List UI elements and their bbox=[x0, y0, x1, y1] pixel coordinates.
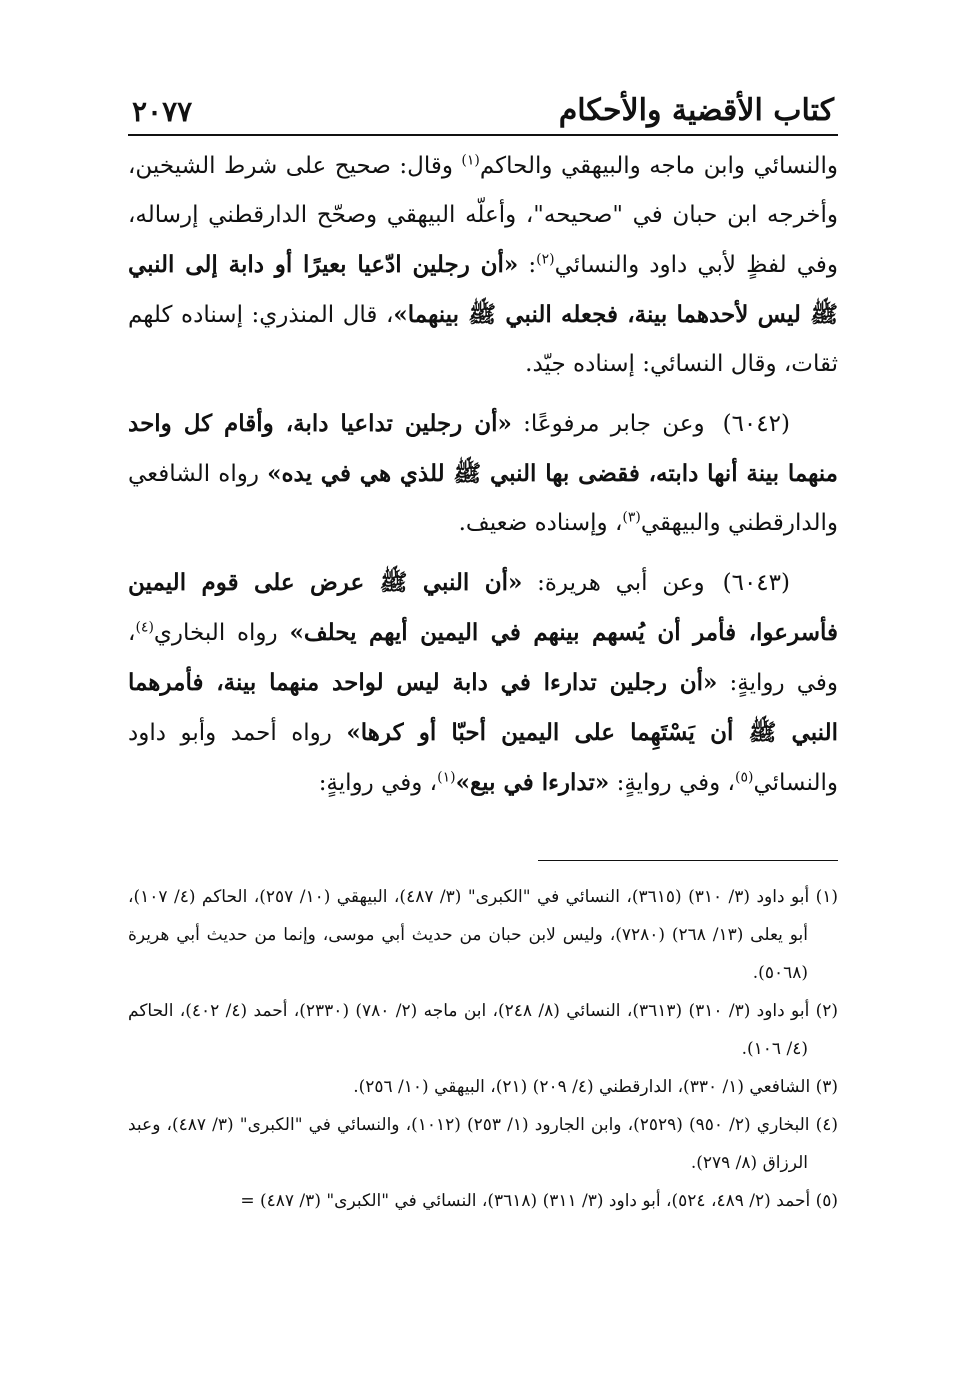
text-segment: رواه أحمد وأبو داود والنسائي bbox=[128, 720, 838, 796]
chapter-title: كتاب الأقضية والأحكام bbox=[558, 93, 834, 128]
quoted-hadith: «أن رجلين ادّعيا بعيرًا أو دابة إلى النبي ﷺ ليس لأحدهما بينة، فجعله النبي ﷺ بينهما» bbox=[128, 251, 838, 328]
footnote-divider bbox=[538, 860, 838, 861]
text-segment: ، قال المنذري: إسناده كلهم ثقات، وقال النسائي: إسناده جيّد. bbox=[128, 302, 838, 377]
hadith-paragraph bbox=[128, 558, 838, 808]
footnote-ref: (١) bbox=[437, 769, 456, 786]
footnote: (٢) أبو داود (٣/ ٣١٠) (٣٦١٣)، النسائي (٨/ ٢٤٨)، ابن ماجه (٢/ ٧٨٠) (٢٣٣٠)، أحمد (٤/ ٤٠٢)، الحاكم (٤/ ١٠٦). bbox=[128, 1001, 839, 1059]
quoted-hadith: «أن النبي ﷺ عرض على قوم اليمين فأسرعوا، فأمر أن يُسهم بينهم في اليمين أيهم يحلف» bbox=[128, 569, 838, 646]
main-text bbox=[128, 142, 838, 808]
footnote: (١) أبو داود (٣/ ٣١٠) (٣٦١٥)، النسائي في "الكبرى" (٣/ ٤٨٧)، البيهقي (١٠/ ٢٥٧)، الحاكم (٤/ ١٠٧)، أبو يعلى (١٣/ ٢٦٨) (٧٢٨٠)، وليس لابن حبان من حديث أبي موسى، وإنما من حديث أبي هريرة (٥٠٦٨). bbox=[128, 887, 839, 983]
hadith-number: (٦٠٤٢) bbox=[722, 411, 790, 437]
quoted-hadith: «تدارءا في بيع» bbox=[455, 769, 610, 796]
text-segment: : bbox=[518, 252, 537, 278]
footnote: (٤) البخاري (٢/ ٩٥٠) (٢٥٢٩)، وابن الجارود (١/ ٢٥٣) (١٠١٢)، والنسائي في "الكبرى" (٣/ ٤٨٧)، وعبد الرزاق (٨/ ٢٧٩). bbox=[128, 1115, 839, 1173]
footnote-ref: (١) bbox=[461, 152, 480, 169]
text-paragraph bbox=[128, 142, 838, 389]
text-segment: والنسائي وابن ماجه والبيهقي والحاكم bbox=[479, 153, 838, 179]
text-segment: ، وفي روايةٍ: bbox=[318, 770, 438, 796]
text-segment: ، وفي روايةٍ: bbox=[128, 620, 838, 696]
footnote-ref: (٤) bbox=[135, 619, 154, 636]
text-segment: وقال: صحيح على شرط الشيخين، وأخرجه ابن حبان في "صحيحه"، وأعلّه البيهقي وصحّح الدارقطني إرساله، وفي لفظٍ لأبي داود والنسائي bbox=[128, 153, 838, 278]
footnote-ref: (٥) bbox=[734, 769, 754, 786]
footnote: (٣) الشافعي (١/ ٣٣٠)، الدارقطني (٤/ ٢٠٩) (٢١)، البيهقي (١٠/ ٢٥٦). bbox=[353, 1077, 838, 1097]
hadith-paragraph bbox=[128, 399, 838, 548]
book-page bbox=[128, 82, 839, 1211]
text-segment: رواه البخاري bbox=[153, 620, 290, 646]
footnote-ref: (٢) bbox=[536, 251, 555, 268]
text-segment: ، وإسناده ضعيف. bbox=[458, 510, 623, 536]
text-segment: رواه الشافعي والدارقطني والبيهقي bbox=[128, 461, 838, 536]
text-segment: وعن جابر مرفوعًا: bbox=[511, 411, 705, 437]
quoted-hadith: «أن رجلين تداعيا دابة، وأقام كل واحد منهما بينة أنها دابته، فقضى بها النبي ﷺ للذي هي في يده» bbox=[128, 410, 838, 487]
footnote: (٥) أحمد (٢/ ٤٨٩، ٥٢٤)، أبو داود (٣/ ٣١١) (٣٦١٨)، النسائي في "الكبرى" (٣/ ٤٨٧) = bbox=[240, 1191, 838, 1211]
footnotes bbox=[128, 878, 838, 1220]
running-header bbox=[128, 82, 838, 136]
hadith-number: (٦٠٤٣) bbox=[722, 570, 790, 596]
text-segment: وعن أبي هريرة: bbox=[522, 570, 705, 596]
page-number: ٢٠٧٧ bbox=[132, 95, 193, 128]
quoted-hadith: «أن رجلين تدارءا في دابة ليس لواحد منهما بينة، فأمرهما النبي ﷺ أن يَسْتَهِما على اليمين أحبّا أو كرها» bbox=[128, 669, 839, 746]
text-segment: ، وفي روايةٍ: bbox=[609, 770, 735, 796]
footnote-ref: (٣) bbox=[622, 509, 641, 526]
